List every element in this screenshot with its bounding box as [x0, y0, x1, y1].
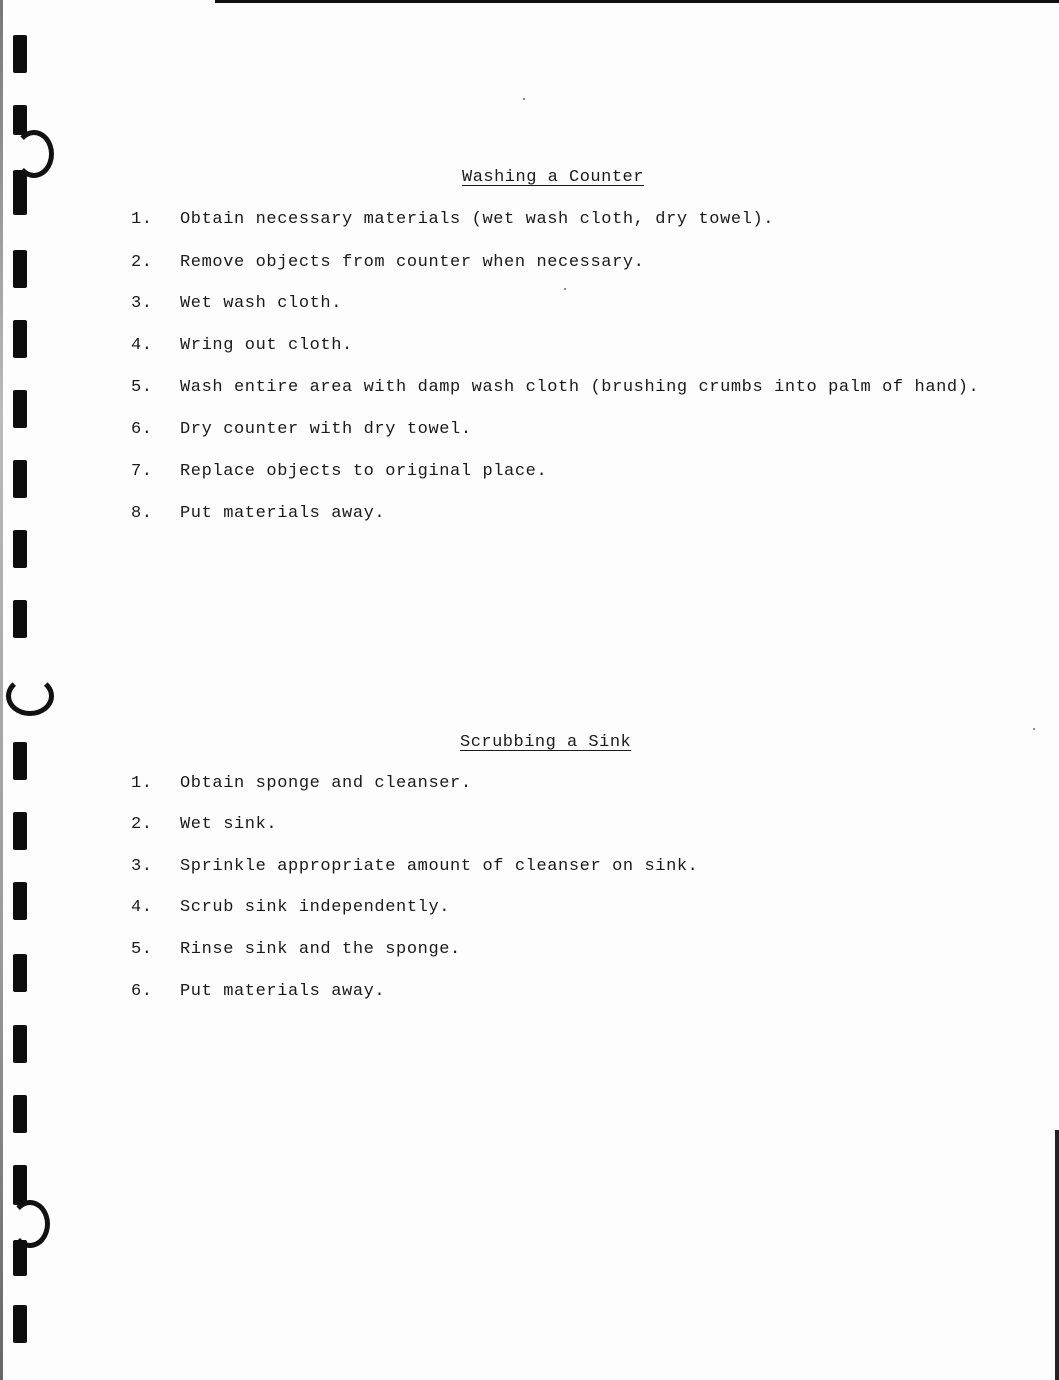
- binder-punch-hole: [13, 170, 27, 215]
- list-item: [0, 336, 1000, 360]
- binder-ring: [14, 130, 54, 178]
- step-text: Replace objects to original place.: [180, 462, 548, 481]
- scan-top-edge: [215, 0, 1059, 3]
- binder-punch-hole: [13, 600, 27, 638]
- scan-speck: [523, 98, 525, 100]
- step-number: 3.: [131, 294, 153, 313]
- step-number: 8.: [131, 504, 153, 523]
- list-item: [0, 253, 1000, 277]
- step-text: Scrub sink independently.: [180, 898, 451, 917]
- step-text: Put materials away.: [180, 982, 386, 1001]
- binder-ring: [6, 676, 54, 716]
- step-text: Wash entire area with damp wash cloth (brushing crumbs into palm of hand).: [180, 378, 980, 397]
- step-text: Rinse sink and the sponge.: [180, 940, 461, 959]
- step-text: Obtain sponge and cleanser.: [180, 774, 472, 793]
- step-text: Wring out cloth.: [180, 336, 353, 355]
- step-number: 5.: [131, 378, 153, 397]
- binder-punch-hole: [13, 1240, 27, 1276]
- step-text: Obtain necessary materials (wet wash cloth, dry towel).: [180, 210, 775, 229]
- step-number: 3.: [131, 857, 153, 876]
- step-text: Dry counter with dry towel.: [180, 420, 472, 439]
- section-title-washing-counter: Washing a Counter: [462, 168, 644, 187]
- binder-punch-hole: [13, 1095, 27, 1133]
- binder-punch-hole: [13, 530, 27, 568]
- list-item: [0, 982, 1000, 1006]
- step-number: 2.: [131, 253, 153, 272]
- list-item: [0, 504, 1000, 528]
- step-text: Put materials away.: [180, 504, 386, 523]
- step-number: 6.: [131, 982, 153, 1001]
- step-number: 6.: [131, 420, 153, 439]
- step-number: 1.: [131, 210, 153, 229]
- step-number: 7.: [131, 462, 153, 481]
- step-text: Wet sink.: [180, 815, 278, 834]
- step-text: Wet wash cloth.: [180, 294, 343, 313]
- list-item: [0, 210, 1000, 234]
- step-number: 4.: [131, 898, 153, 917]
- step-number: 2.: [131, 815, 153, 834]
- list-item: [0, 940, 1000, 964]
- list-item: [0, 774, 1000, 798]
- list-item: [0, 378, 1000, 402]
- list-item: [0, 462, 1000, 486]
- scan-right-edge: [1055, 1130, 1059, 1380]
- binder-punch-hole: [13, 105, 27, 135]
- scan-speck: [1033, 728, 1035, 730]
- list-item: [0, 857, 1000, 881]
- binder-punch-hole: [13, 1305, 27, 1343]
- step-number: 1.: [131, 774, 153, 793]
- list-item: [0, 420, 1000, 444]
- binder-punch-hole: [13, 1165, 27, 1205]
- section-title-scrubbing-sink: Scrubbing a Sink: [460, 733, 632, 752]
- binder-punch-hole: [13, 1025, 27, 1063]
- binder-punch-hole: [13, 35, 27, 73]
- list-item: [0, 815, 1000, 839]
- list-item: [0, 294, 1000, 318]
- step-number: 4.: [131, 336, 153, 355]
- step-text: Remove objects from counter when necessary.: [180, 253, 645, 272]
- step-text: Sprinkle appropriate amount of cleanser on sink.: [180, 857, 699, 876]
- scan-left-edge: [0, 0, 3, 1380]
- step-number: 5.: [131, 940, 153, 959]
- list-item: [0, 898, 1000, 922]
- scan-speck: [564, 288, 566, 290]
